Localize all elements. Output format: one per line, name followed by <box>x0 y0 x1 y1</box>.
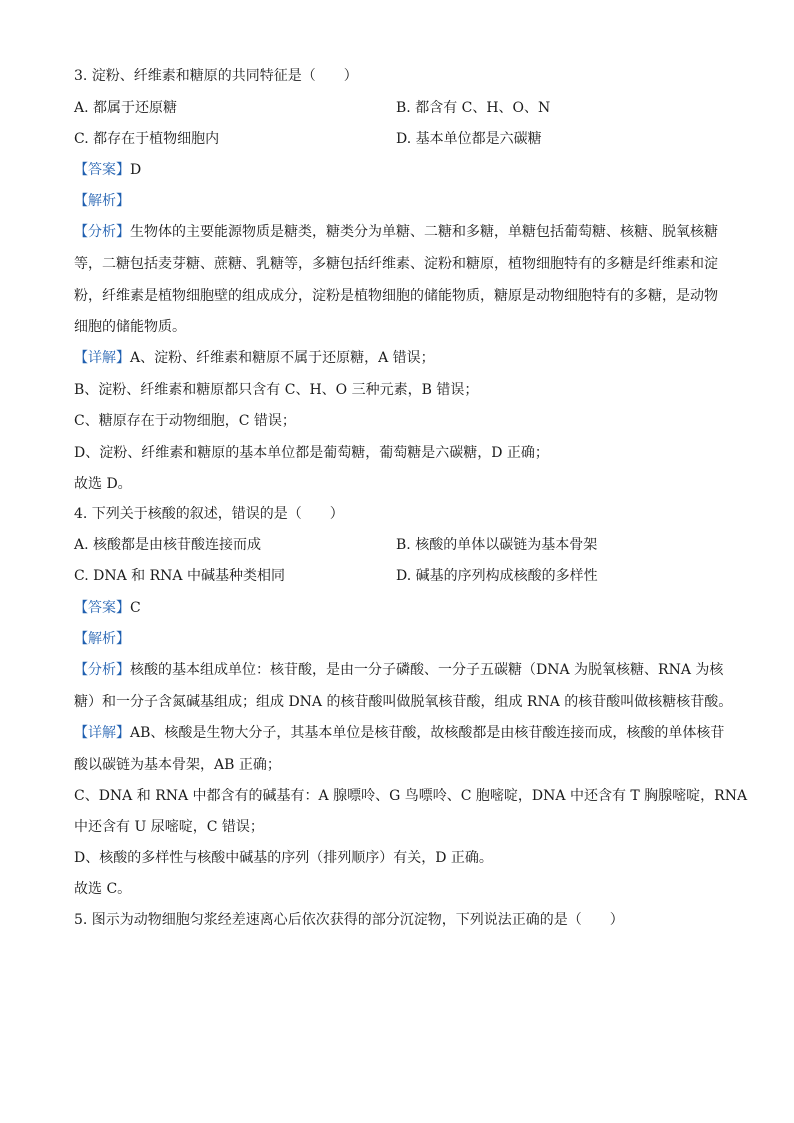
q3-fenxi-line-2: 等，二糖包括麦芽糖、蔗糖、乳糖等，多糖包括纤维素、淀粉和糖原，植物细胞特有的多糖是纤维素和淀 <box>74 256 718 272</box>
q4-answer-line <box>74 598 724 618</box>
q3-xiangjie-line-3: C、糖原存在于动物细胞，C 错误； <box>74 413 296 429</box>
xiangjie-tag: 【详解】 <box>74 725 130 741</box>
q4-xiangjie-line-3: C、DNA 和 RNA 中都含有的碱基有：A 腺嘌呤、G 鸟嘌呤、C 胞嘧啶，DNA 中还含有 T 胸腺嘧啶，RNA <box>74 788 748 804</box>
q4-option-a: A. 核酸都是由核苷酸连接而成 <box>74 537 262 553</box>
q3-option-c: C. 都存在于植物细胞内 <box>74 131 220 147</box>
analysis-tag: 【解析】 <box>74 193 130 209</box>
q4-xiangjie-line-2: 酸以碳链为基本骨架，AB 正确； <box>74 757 281 773</box>
q4-option-d: D. 碱基的序列构成核酸的多样性 <box>396 568 598 584</box>
q3-option-d: D. 基本单位都是六碳糖 <box>396 131 542 147</box>
question-4-stem: 4. 下列关于核酸的叙述，错误的是（ ） <box>74 506 344 522</box>
q4-conclusion: 故选 C。 <box>74 881 132 897</box>
q4-xiangjie-line-1 <box>74 723 724 743</box>
q3-fenxi-line-4: 细胞的储能物质。 <box>74 319 186 335</box>
q4-option-b: B. 核酸的单体以碳链为基本骨架 <box>396 537 598 553</box>
q3-xiangjie-line-2: B、淀粉、纤维素和糖原都只含有 C、H、O 三种元素，B 错误； <box>74 382 479 398</box>
analysis-tag: 【解析】 <box>74 631 130 647</box>
q4-analysis-heading <box>74 629 724 649</box>
q4-xiangjie-line-5: D、核酸的多样性与核酸中碱基的序列（排列顺序）有关，D 正确。 <box>74 850 493 866</box>
q3-conclusion: 故选 D。 <box>74 476 132 492</box>
question-5-stem: 5. 图示为动物细胞匀浆经差速离心后依次获得的部分沉淀物，下列说法正确的是（ ） <box>74 912 624 928</box>
answer-tag: 【答案】 <box>74 600 130 616</box>
fenxi-tag: 【分析】 <box>74 662 130 678</box>
fenxi-text: 生物体的主要能源物质是糖类，糖类分为单糖、二糖和多糖，单糖包括葡萄糖、核糖、脱氧核糖 <box>130 224 718 240</box>
fenxi-tag: 【分析】 <box>74 224 130 240</box>
q3-fenxi-line-1 <box>74 222 724 242</box>
xiangjie-text: A、淀粉、纤维素和糖原不属于还原糖，A 错误； <box>130 350 435 366</box>
q4-option-c: C. DNA 和 RNA 中碱基种类相同 <box>74 568 285 584</box>
q4-fenxi-line-2: 糖）和一分子含氮碱基组成；组成 DNA 的核苷酸叫做脱氧核苷酸，组成 RNA 的核苷酸叫做核糖核苷酸。 <box>74 694 733 710</box>
q3-fenxi-line-3: 粉，纤维素是植物细胞壁的组成成分，淀粉是植物细胞的储能物质，糖原是动物细胞特有的多糖，是动物 <box>74 288 718 304</box>
q3-option-b: B. 都含有 C、H、O、N <box>396 100 551 116</box>
q3-analysis-heading <box>74 191 724 211</box>
q3-xiangjie-line-1 <box>74 348 724 368</box>
q4-xiangjie-line-4: 中还含有 U 尿嘧啶，C 错误； <box>74 819 264 835</box>
q4-fenxi-line-1 <box>74 660 724 680</box>
answer-tag: 【答案】 <box>74 162 130 178</box>
q3-option-a: A. 都属于还原糖 <box>74 100 178 116</box>
fenxi-text: 核酸的基本组成单位：核苷酸，是由一分子磷酸、一分子五碳糖（DNA 为脱氧核糖、RNA 为核 <box>130 662 724 678</box>
question-3-stem: 3. 淀粉、纤维素和糖原的共同特征是（ ） <box>74 68 358 84</box>
answer-value: D <box>130 162 142 178</box>
answer-value: C <box>130 600 141 616</box>
q3-xiangjie-line-4: D、淀粉、纤维素和糖原的基本单位都是葡萄糖，葡萄糖是六碳糖，D 正确； <box>74 445 549 461</box>
xiangjie-text: AB、核酸是生物大分子，其基本单位是核苷酸，故核酸都是由核苷酸连接而成，核酸的单体核苷 <box>130 725 725 741</box>
q3-answer-line <box>74 160 724 180</box>
xiangjie-tag: 【详解】 <box>74 350 130 366</box>
